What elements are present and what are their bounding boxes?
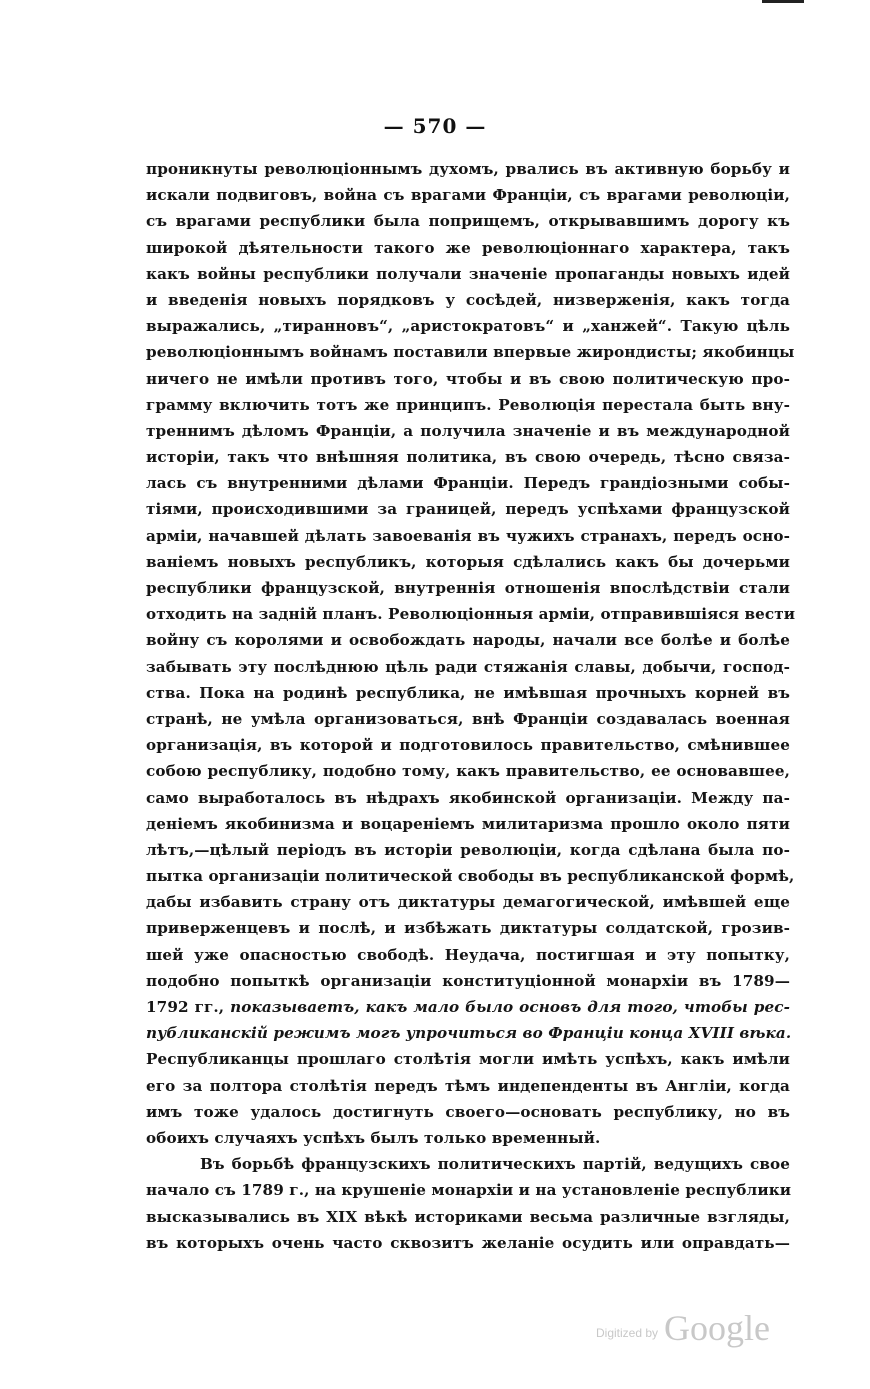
text-line: и введенія новыхъ порядковъ у сосѣдей, низверженія, какъ тогда [146,290,790,309]
page-number: — 570 — [383,114,487,138]
text-line: собою республику, подобно тому, какъ правительство, ее основавшее, [146,762,790,781]
text-line: войну съ королями и освобождать народы, начали все болѣе и болѣе [146,631,790,650]
text-line: ничего не имѣли противъ того, чтобы и въ свою политическую про- [146,369,790,388]
text-line: лась съ внутренними дѣлами Франціи. Передъ грандіозными собы- [146,474,790,493]
italic-phrase: показываетъ, какъ мало было основъ для того, чтобы рес- [230,998,790,1016]
text-line: подобно попыткѣ организаціи конституціонной монархіи въ 1789— [146,971,790,990]
paragraph-2 [146,1151,790,1256]
text-line: отходить на задній планъ. Революціонныя арміи, отправившіяся вести [146,605,796,624]
scan-edge-mark [762,0,804,3]
text-line: странѣ, не умѣла организоваться, внѣ Франціи создавалась военная [146,709,790,728]
italic-text-line [146,994,790,1020]
text-line: треннимъ дѣломъ Франціи, а получила значеніе и въ международной [146,421,790,440]
text-line-start: 1792 гг., [146,998,225,1016]
text-line: его за полтора столѣтія передъ тѣмъ индепенденты въ Англіи, когда [146,1076,790,1095]
text-line: шей уже опасностью свободѣ. Неудача, постигшая и эту попытку, [146,945,790,964]
text-line: обоихъ случаяхъ успѣхъ былъ только временный. [146,1128,601,1147]
text-line: съ врагами республики была поприщемъ, открывавшимъ дорогу къ [146,212,790,231]
text-line: выражались, „тиранновъ“, „аристократовъ“ и „ханжей“. Такую цѣль [146,317,790,336]
text-line: какъ войны республики получали значеніе пропаганды новыхъ идей [146,264,790,283]
text-line: Республиканцы прошлаго столѣтія могли имѣть успѣхъ, какъ имѣли [146,1050,790,1069]
text-line: деніемъ якобинизма и воцареніемъ милитаризма прошло около пяти [146,814,790,833]
text-line: ства. Пока на родинѣ республика, не имѣвшая прочныхъ корней въ [146,683,790,702]
paragraph-1 [146,156,796,1151]
text-line: ваніемъ новыхъ республикъ, которыя сдѣлались какъ бы дочерьми [146,552,790,571]
body-text [146,156,796,1256]
text-line: широкой дѣятельности такого же революціоннаго характера, такъ [146,238,790,257]
text-line: высказывались въ XIX вѣкѣ историками весьма различные взгляды, [146,1207,790,1226]
text-line: республики французской, внутреннія отношенія впослѣдствіи стали [146,579,790,597]
text-line: само выработалось въ нѣдрахъ якобинской организаціи. Между па- [146,788,790,807]
text-line: организація, въ которой и подготовилось правительство, смѣнившее [146,736,790,755]
text-line: Въ борьбѣ французскихъ политическихъ партій, ведущихъ свое [200,1155,790,1174]
text-line: дабы избавить страну отъ диктатуры демагогической, имѣвшей еще [146,893,790,912]
italic-text-line: публиканскій режимъ могъ упрочиться во Франціи конца XVIII вѣка. [146,1024,792,1043]
text-line: искали подвиговъ, война съ врагами Франціи, съ врагами революціи, [146,186,790,205]
text-line: имъ тоже удалось достигнуть своего—основать республику, но въ [146,1102,790,1121]
text-line: лѣтъ,—цѣлый періодъ въ исторіи революціи, когда сдѣлана была по- [146,840,790,859]
text-line: забывать эту послѣднюю цѣль ради стяжанія славы, добычи, господ- [146,657,790,676]
text-line: революціоннымъ войнамъ поставили впервые жирондисты; якобинцы [146,343,795,362]
text-line: приверженцевъ и послѣ, и избѣжать диктатуры солдатской, грозив- [146,919,790,938]
watermark-prefix: Digitized by [596,1326,659,1340]
text-line: въ которыхъ очень часто сквозитъ желаніе осудить или оправдать— [146,1233,790,1252]
google-logo: Google [664,1308,771,1348]
text-line: тіями, происходившими за границей, передъ успѣхами французской [146,500,790,519]
text-line: грамму включить тотъ же принципъ. Революція перестала быть вну- [146,395,790,414]
text-line: проникнуты революціоннымъ духомъ, рвались въ активную борьбу и [146,160,790,178]
text-line: пытка организаціи политической свободы въ республиканской формѣ, [146,867,795,886]
text-line: исторіи, такъ что внѣшняя политика, въ свою очередь, тѣсно связа- [146,448,790,467]
text-line: арміи, начавшей дѣлать завоеванія въ чужихъ странахъ, передъ осно- [146,526,790,545]
digitized-by-google-watermark [596,1306,770,1346]
text-line: начало съ 1789 г., на крушеніе монархіи и на установленіе республики [146,1181,792,1200]
